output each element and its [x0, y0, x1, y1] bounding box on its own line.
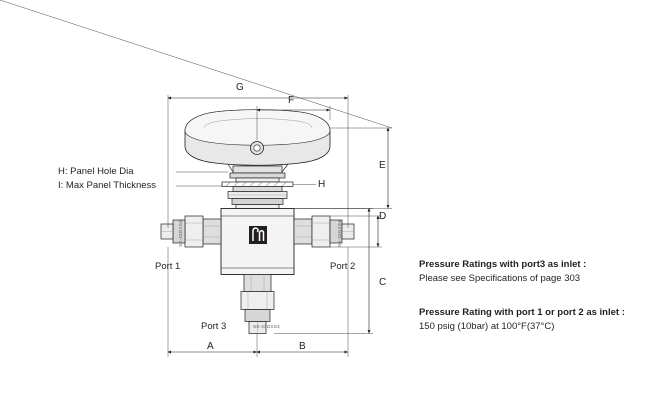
note-block-port12 — [419, 306, 625, 334]
port-label-port1: Port 1 — [155, 261, 181, 272]
panel-nut-stack — [222, 173, 293, 209]
dimension-label-F: F — [288, 95, 295, 106]
brand-logo-mark — [249, 226, 267, 244]
port2-connection — [294, 216, 354, 247]
callout-max-panel-thickness: I: Max Panel Thickness — [58, 180, 157, 191]
dimension-label-E: E — [379, 160, 386, 171]
dimension-label-D: D — [379, 211, 387, 222]
dimension-label-H: H — [318, 179, 326, 190]
body-marking-right: SS-43GXS4 — [337, 220, 342, 247]
note-heading-port3: Pressure Ratings with port3 as inlet : — [419, 259, 587, 270]
note-heading-port12: Pressure Rating with port 1 or port 2 as inlet : — [419, 307, 625, 318]
handle-lever — [185, 110, 330, 173]
callout-panel-hole-dia: H: Panel Hole Dia — [58, 166, 134, 177]
port-label-port2: Port 2 — [330, 261, 356, 272]
port1-connection — [161, 216, 221, 247]
body-marking-left: SS-43GXS4 — [178, 220, 183, 247]
dimension-label-B: B — [299, 341, 306, 352]
dimension-label-C: C — [379, 277, 387, 288]
dimension-label-G: G — [236, 82, 244, 93]
dimension-label-A: A — [207, 341, 214, 352]
note-body-port3: Please see Specifications of page 303 — [419, 273, 581, 284]
note-body-port12: 150 psig (10bar) at 100°F(37°C) — [419, 321, 555, 332]
port-label-port3: Port 3 — [201, 321, 227, 332]
note-block-port3 — [419, 258, 586, 286]
valve-body — [221, 209, 294, 275]
body-marking-bottom: SS-43GXS4 — [253, 324, 280, 329]
